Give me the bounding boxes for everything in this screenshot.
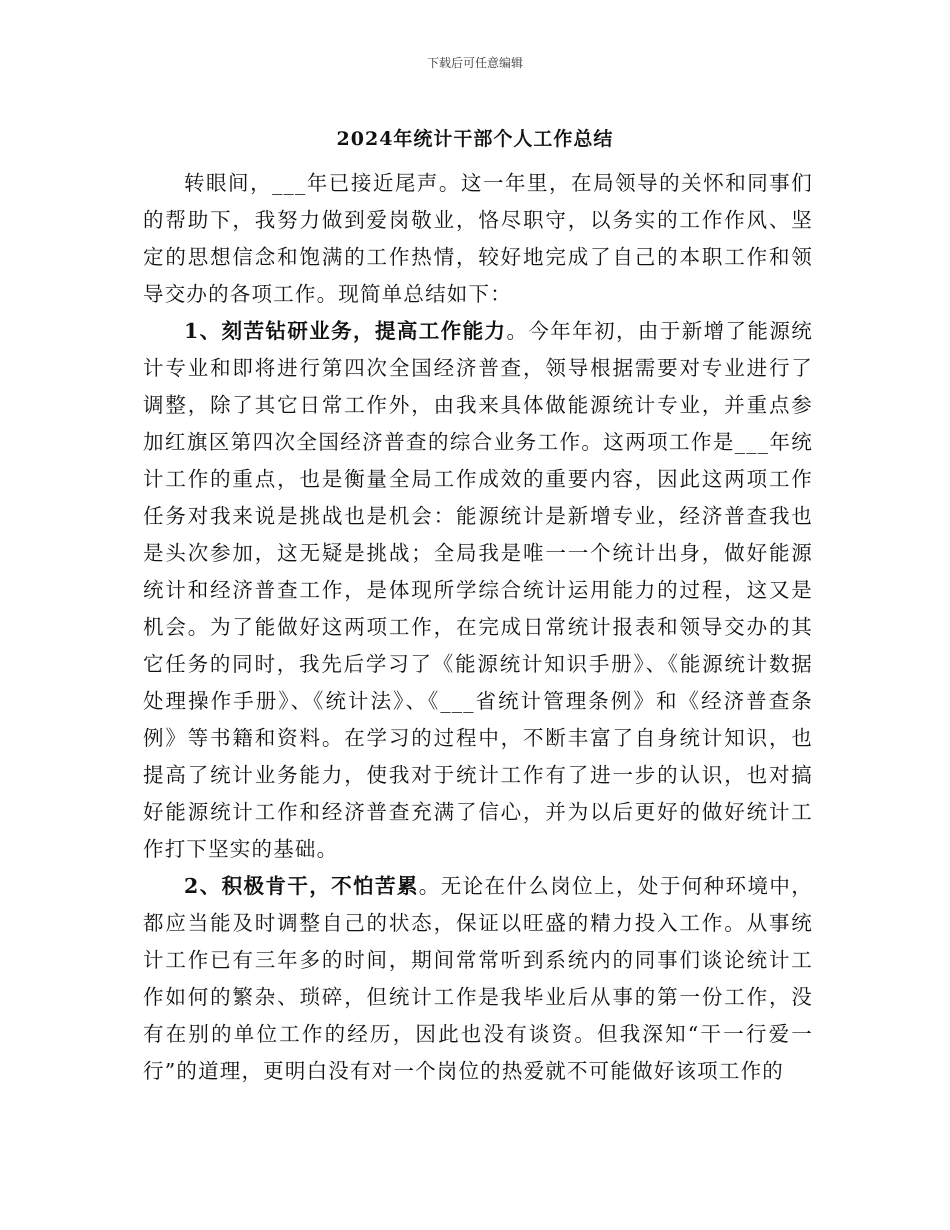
page-header-note: 下载后可任意编辑	[426, 56, 523, 70]
section-heading-2: 2、积极肯干，不怕苦累	[184, 874, 419, 898]
intro-paragraph: 转眼间，___年已接近尾声。这一年里，在局领导的关怀和同事们的帮助下，我努力做到爱岗敬业，恪尽职守，以务实的工作作风、坚定的思想信念和饱满的工作热情，较好地完成了自己的本职工作和领导交办的各项工作。现简单总结如下：	[143, 171, 813, 306]
section-body-1: 。今年年初，由于新增了能源统计专业和即将进行第四次全国经济普查，领导根据需要对专业进行了调整，除了其它日常工作外，由我来具体做能源统计专业，并重点参加红旗区第四次全国经济普查的综合业务工作。这两项工作是___年统计工作的重点，也是衡量全局工作成效的重要内容，因此这两项工作任务对我来说是挑战也是机会：能源统计是新增专业，经济普查我也是头次参加，这无疑是挑战；全局我是唯一一个统计出身，做好能源统计和经济普查工作，是体现所学综合统计运用能力的过程，这又是机会。为了能做好这两项工作，在完成日常统计报表和领导交办的其它任务的同时，我先后学习了《能源统计知识手册》、《能源统计数据处理操作手册》、《统计法》、《___省统计管理条例》和《经济普查条例》等书籍和资料。在学习的过程中，不断丰富了自身统计知识，也提高了统计业务能力，使我对于统计工作有了进一步的认识，也对搞好能源统计工作和经济普查充满了信心，并为以后更好的做好统计工作打下坚实的基础。	[143, 319, 813, 861]
section-heading-1: 1、刻苦钻研业务，提高工作能力	[184, 319, 507, 343]
section-body-2: 。无论在什么岗位上，处于何种环境中，都应当能及时调整自己的状态，保证以旺盛的精力投入工作。从事统计工作已有三年多的时间，期间常常听到系统内的同事们谈论统计工作如何的繁杂、琐碎，但统计工作是我毕业后从事的第一份工作，没有在别的单位工作的经历，因此也没有谈资。但我深知“干一行爱一行”的道理，更明白没有对一个岗位的热爱就不可能做好该项工作的	[143, 874, 813, 1083]
section-paragraph-1	[143, 313, 813, 868]
section-paragraph-2	[143, 868, 813, 1090]
document-body	[143, 165, 813, 1090]
document-title: 2024年统计干部个人工作总结	[336, 128, 614, 150]
